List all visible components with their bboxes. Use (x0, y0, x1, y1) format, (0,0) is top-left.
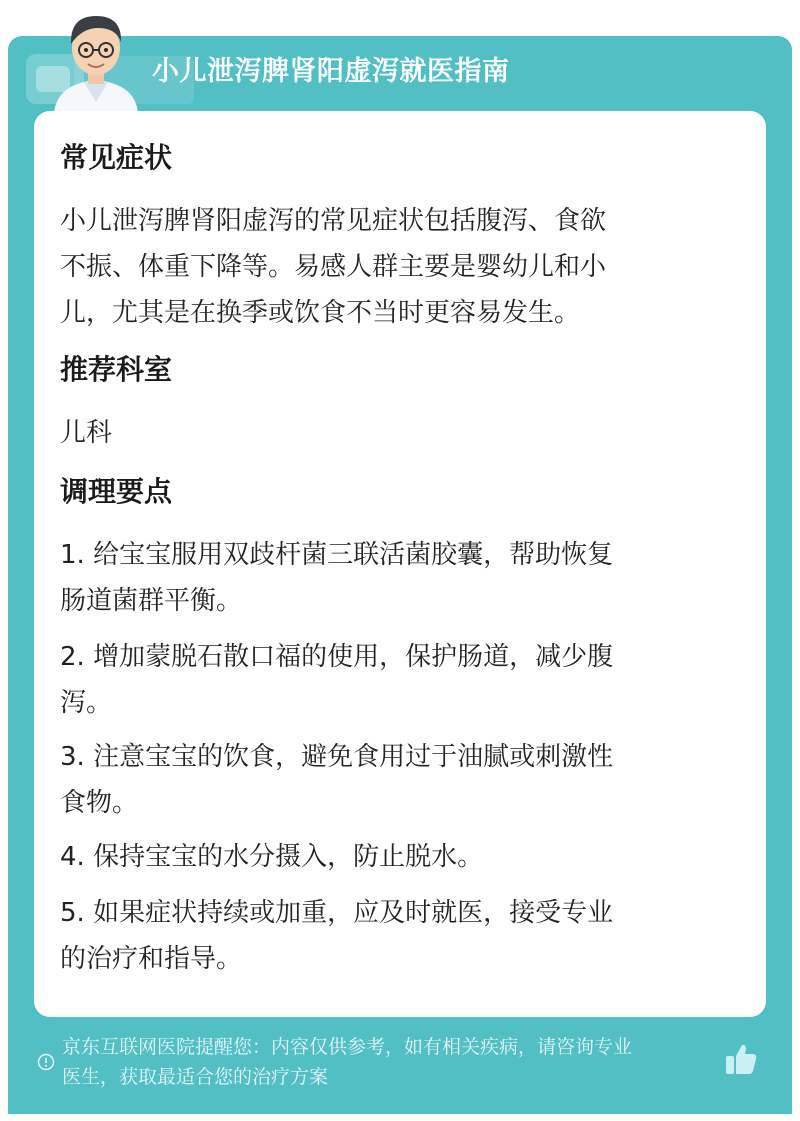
care-item-4-line-1: 4. 保持宝宝的水分摄入，防止脱水。 (60, 842, 484, 872)
thumbs-up-icon[interactable] (722, 1040, 760, 1078)
care-item-2-line-2: 泻。 (60, 688, 113, 718)
symptoms-line-2: 不振、体重下降等。易感人群主要是婴幼儿和小 (60, 252, 607, 282)
symptoms-line-1: 小儿泄泻脾肾阳虚泻的常见症状包括腹泻、食欲 (60, 206, 607, 236)
department-value: 儿科 (60, 418, 113, 448)
disclaimer-line-2: 医生，获取最适合您的治疗方案 (62, 1066, 329, 1088)
page-title: 小儿泄泻脾肾阳虚泻就医指南 (152, 56, 510, 87)
care-heading: 调理要点 (60, 475, 173, 508)
doctor-avatar (46, 4, 146, 114)
disclaimer (62, 1032, 732, 1092)
disclaimer-line-1: 京东互联网医院提醒您：内容仅供参考，如有相关疾病，请咨询专业 (62, 1036, 633, 1058)
department-heading: 推荐科室 (60, 353, 173, 386)
care-item-3-line-2: 食物。 (60, 788, 139, 818)
care-item-5-line-2: 的治疗和指导。 (60, 944, 243, 974)
care-item-3-line-1: 3. 注意宝宝的饮食，避免食用过于油腻或刺激性 (60, 742, 614, 772)
symptoms-heading: 常见症状 (60, 141, 173, 174)
symptoms-line-3: 儿，尤其是在换季或饮食不当时更容易发生。 (60, 298, 581, 328)
care-item-1-line-1: 1. 给宝宝服用双歧杆菌三联活菌胶囊，帮助恢复 (60, 540, 614, 570)
info-icon (37, 1053, 55, 1071)
care-item-1-line-2: 肠道菌群平衡。 (60, 586, 243, 616)
care-item-2-line-1: 2. 增加蒙脱石散口福的使用，保护肠道，减少腹 (60, 642, 614, 672)
care-item-5-line-1: 5. 如果症状持续或加重，应及时就医，接受专业 (60, 898, 614, 928)
